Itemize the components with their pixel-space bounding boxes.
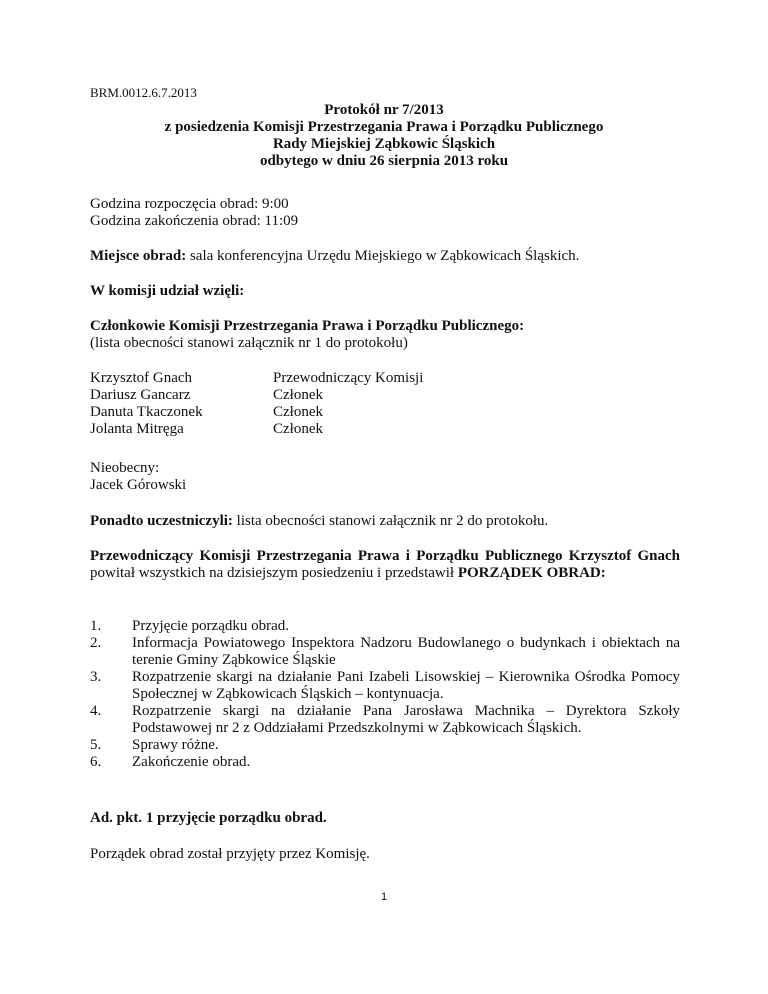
absent-name: Jacek Górowski: [90, 477, 187, 493]
participants-heading: W komisji udział wzięli:: [90, 283, 245, 299]
title-line-3: Rady Miejskiej Ząbkowic Śląskich: [272, 136, 496, 152]
section-1-heading: Ad. pkt. 1 przyjęcie porządku obrad.: [90, 810, 327, 826]
intro-text: powitał wszystkich na dzisiejszym posiedzeniu i przedstawił: [90, 565, 458, 581]
agenda-number: 2.: [90, 635, 102, 651]
agenda-number: 4.: [90, 703, 102, 719]
member-role: Członek: [273, 404, 323, 420]
member-name: Danuta Tkaczonek: [90, 404, 203, 420]
member-name: Jolanta Mitręga: [90, 421, 184, 437]
agenda-number: 6.: [90, 754, 102, 770]
start-time: Godzina rozpoczęcia obrad: 9:00: [90, 196, 289, 212]
place-value: sala konferencyjna Urzędu Miejskiego w Ząbkowicach Śląskich.: [186, 248, 580, 264]
chair-name: Przewodniczący Komisji Przestrzegania Prawa i Porządku Publicznego Krzysztof Gnach: [90, 548, 680, 564]
end-time: Godzina zakończenia obrad: 11:09: [90, 213, 299, 229]
place-label: Miejsce obrad:: [90, 248, 187, 264]
member-role: Członek: [273, 387, 323, 403]
members-note: (lista obecności stanowi załącznik nr 1 do protokołu): [90, 335, 408, 351]
member-name: Dariusz Gancarz: [90, 387, 191, 403]
agenda-item: Informacja Powiatowego Inspektora Nadzoru Budowlanego o budynkach i obiektach na terenie Gminy Ząbkowice Śląskie: [132, 635, 680, 668]
page-number: 1: [380, 891, 388, 903]
member-role: Przewodniczący Komisji: [273, 370, 424, 386]
title-line-4: odbytego w dniu 26 sierpnia 2013 roku: [259, 153, 509, 169]
agenda-item: Rozpatrzenie skargi na działanie Pani Izabeli Lisowskiej – Kierownika Ośrodka Pomocy Społecznej w Ząbkowicach Śląskich – kontynuacja.: [132, 669, 680, 702]
member-role: Członek: [273, 421, 323, 437]
agenda-item: Zakończenie obrad.: [132, 754, 251, 770]
also-value: lista obecności stanowi załącznik nr 2 do protokołu.: [232, 513, 549, 529]
section-1-text: Porządek obrad został przyjęty przez Komisję.: [90, 846, 370, 862]
title-line-1: Protokół nr 7/2013: [324, 102, 444, 118]
members-heading: Członkowie Komisji Przestrzegania Prawa i Porządku Publicznego:: [90, 318, 525, 334]
agenda-item: Przyjęcie porządku obrad.: [132, 618, 290, 634]
agenda-number: 3.: [90, 669, 102, 685]
title-line-2: z posiedzenia Komisji Przestrzegania Prawa i Porządku Publicznego: [164, 119, 604, 135]
agenda-number: 5.: [90, 737, 102, 753]
agenda-label: PORZĄDEK OBRAD:: [457, 565, 606, 581]
intro-paragraph: [90, 548, 680, 582]
agenda-item: Rozpatrzenie skargi na działanie Pana Jarosława Machnika – Dyrektora Szkoły Podstawowej nr 2 z Oddziałami Przedszkolnymi w Ząbkowicach Śląskich.: [132, 703, 680, 736]
member-name: Krzysztof Gnach: [90, 370, 193, 386]
agenda-item: Sprawy różne.: [132, 737, 219, 753]
agenda-number: 1.: [90, 618, 102, 634]
other-participants: [90, 513, 548, 530]
also-label: Ponadto uczestniczyli:: [90, 513, 233, 529]
absent-label: Nieobecny:: [90, 460, 160, 476]
document-reference: BRM.0012.6.7.2013: [90, 85, 197, 100]
meeting-place: [90, 248, 579, 265]
